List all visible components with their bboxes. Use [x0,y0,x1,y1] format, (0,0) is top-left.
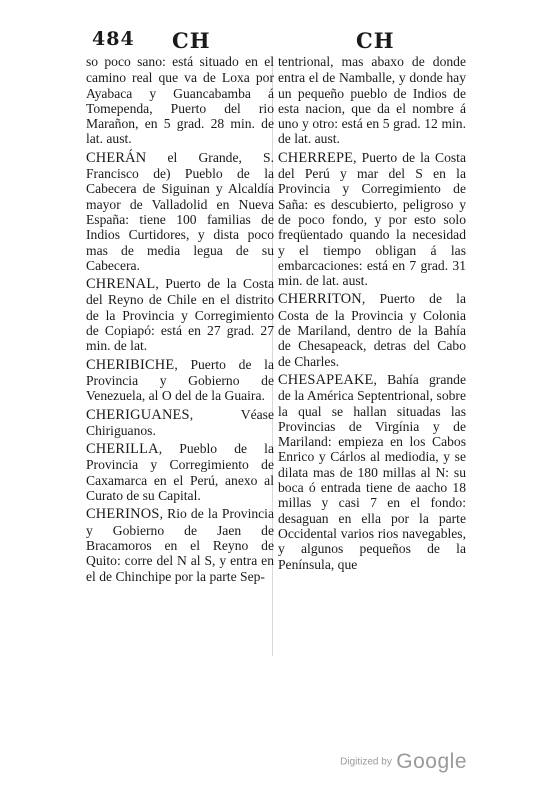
entry-headword: CHERRITON [278,291,362,308]
page-header [0,26,539,56]
dictionary-entry [86,506,274,583]
left-column [86,54,274,587]
entry-text: , Véase Chiriguanos. [86,406,274,438]
entry-headword: CHERREPE [278,149,354,166]
entry-text: , Puerto de la Costa del Perú y mar del S en la Provincia y Corregimiento de Saña: es descubierto, peligroso y de poco fondo, y por esto solo freqüentado quando la necesidad y el tiempo obligan á las embarcaciones: está en 7 grad. 31 min. de lat. aust. [278,149,466,289]
entry-headword: CHERÁN [86,149,147,166]
entry-headword: CHERILLA [86,441,159,458]
dictionary-entry [86,441,274,503]
page-number: 484 [92,28,135,50]
entry-headword: CHERIBICHE [86,356,175,373]
google-logo: Google [396,750,467,773]
entry-text: , Puerto de la Costa del Reyno de Chile en el distrito de la Provincia y Corregimiento de Copiapó: está en 27 grad. 27 min. de lat. [86,276,274,354]
entry-text: , Puerto de la Costa de la Provincia y Colonia de Mariland, dentro de la Bahía de Chesapeack, detras del Cabo de Charles. [278,291,466,369]
entry-text: tentrional, mas abaxo de donde entra el de Namballe, y donde hay un pequeño pueblo de Indios de esta nacion, que da el nombre á uno y otro: está en 5 grad. 12 min. de lat. aust. [278,54,466,147]
dictionary-entry-continuation [86,54,274,147]
dictionary-entry [86,357,274,404]
dictionary-entry [86,407,274,439]
entry-text: , Pueblo de la Provincia y Corregimiento de Caxamarca en el Perú, anexo al Curato de su Capital. [86,441,274,504]
dictionary-entry [86,276,274,353]
entry-headword: CHESAPEAKE [278,371,374,388]
watermark-prefix: Digitized by [340,756,392,768]
entry-headword: CHERIGUANES [86,406,190,423]
entry-headword: CHERINOS [86,506,160,523]
entry-text: so poco sano: está situado en el camino real que va de Loxa por Ayabaca y Guancabamba á Tomependa, Puerto del rio Marañon, en 5 grad. 28 min. de lat. aust. [86,54,274,147]
digitization-watermark [340,750,467,774]
entry-text: el Grande, S. Francisco de) Pueblo de la Cabecera de Siguinan y Alcaldía mayor de Valladolid en Nueva España: tiene 100 familias de Indios Curtidores, y dista poco mas de media legua de su Cabecera. [86,149,274,273]
right-column [278,54,466,575]
running-head-right: CH [356,28,395,53]
dictionary-entry [278,291,466,368]
entry-text: , Rio de la Provincia y Gobierno de Jaen de Bracamoros en el Reyno de Quito: corre del N al S, y entra en el de Chinchipe por la parte Sep- [86,506,274,584]
dictionary-entry [86,150,274,273]
entry-text: , Puerto de la Provincia y Gobierno de Venezuela, al O del de la Guaira. [86,356,274,404]
dictionary-entry-continuation [278,54,466,147]
running-head-left: CH [172,28,211,53]
dictionary-entry [278,372,466,572]
dictionary-entry [278,150,466,289]
entry-text: , Bahía grande de la América Septentrional, sobre la qual se hallan situadas las Provincias de Virgínia y de Mariland: empieza en los Cabos Enrico y Cárlos al mediodia, y se dilata mas de 180 millas al N: su boca ó entrada tiene de aacho 18 millas y casi 7 en el fondo: desaguan en ella por la parte Occidental varios rios navegables, y algunos pequeños de la Península, que [278,371,466,572]
entry-headword: CHRENAL [86,276,156,293]
